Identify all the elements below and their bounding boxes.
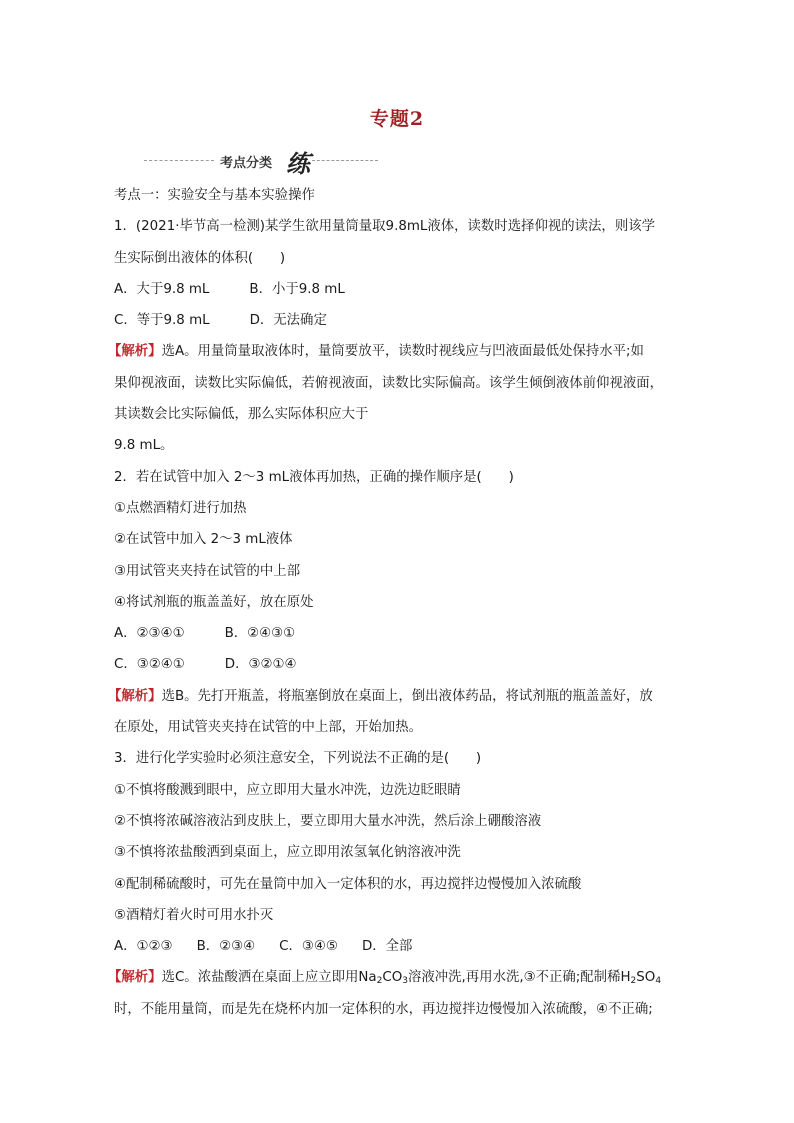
q3-subscript-1: 2	[376, 976, 383, 987]
q3-stem: 3．进行化学实验时必须注意安全，下列说法不正确的是( )	[114, 751, 482, 767]
document-body	[108, 180, 684, 1025]
banner-emphasis: 练	[286, 149, 310, 178]
q3-explanation-line1	[108, 962, 684, 993]
section-heading: 考点一：实验安全与基本实验操作	[114, 188, 315, 203]
page-title: 专题2	[369, 108, 425, 130]
q1-option-a: A．大于9.8 mL	[114, 281, 210, 297]
q1-stem-line2: 生实际倒出液体的体积( )	[114, 250, 286, 266]
q2-step4: ④将试剂瓶的瓶盖盖好，放在原处	[114, 594, 314, 610]
q2-step3: ③用试管夹夹持在试管的中上部	[114, 563, 301, 579]
q3-statement5: ⑤酒精灯着火时可用水扑灭	[114, 907, 274, 923]
q3-option-d: D．全部	[361, 939, 413, 955]
q2-step2: ②在试管中加入 2～3 mL液体	[114, 532, 293, 548]
q2-options-row1	[114, 618, 684, 649]
banner-label: 考点分类	[220, 156, 273, 171]
q3-option-a: A．①②③	[114, 939, 173, 955]
q2-stem: 2．若在试管中加入 2～3 mL液体再加热，正确的操作顺序是( )	[114, 469, 514, 485]
q1-explanation-line1	[108, 336, 684, 367]
q2-explanation-tag: 【解析】	[108, 688, 162, 704]
q1-option-d: D．无法确定	[249, 313, 327, 329]
q3-explanation-text1b: CO	[382, 970, 403, 986]
q3-options-row	[114, 931, 684, 962]
q2-options-row2	[114, 649, 684, 680]
q1-explanation-line2: 果仰视液面，读数比实际偏低，若俯视液面，读数比实际偏高。该学生倾倒液体前仰视液面，	[114, 375, 664, 391]
q1-options-row2	[114, 305, 684, 336]
q1-options-row1	[114, 274, 684, 305]
q2-option-d: D．③②①④	[224, 657, 297, 673]
q1-explanation-line3: 其读数会比实际偏低，那么实际体积应大于	[114, 407, 369, 423]
q2-option-c: C．③②④①	[114, 657, 185, 673]
q1-explanation-tag: 【解析】	[108, 344, 162, 360]
section-banner	[140, 146, 380, 178]
q3-statement2: ②不慎将浓碱溶液沾到皮肤上，要立即用大量水冲洗，然后涂上硼酸溶液	[114, 813, 542, 829]
q3-subscript-4: 4	[655, 976, 662, 987]
q1-explanation-text1: 选A。用量筒量取液体时，量筒要放平，读数时视线应与凹液面最低处保持水平;如	[161, 344, 644, 360]
q2-explanation-line2: 在原处，用试管夹夹持在试管的中上部，开始加热。	[114, 720, 422, 736]
q2-option-a: A．②③④①	[114, 626, 185, 642]
q2-option-b: B．②④③①	[224, 626, 296, 642]
q3-statement4: ④配制稀硫酸时，可先在量筒中加入一定体积的水，再边搅拌边慢慢加入浓硫酸	[114, 876, 582, 892]
q3-explanation-line2: 时，不能用量筒，而是先在烧杯内加一定体积的水，再边搅拌边慢慢加入浓硫酸，④不正确;	[114, 1001, 653, 1017]
q3-option-b: B．②③④	[196, 939, 256, 955]
q3-explanation-text1c: 溶液冲洗,再用水洗,③不正确;配制稀H	[407, 970, 631, 986]
q3-statement3: ③不慎将浓盐酸洒到桌面上，应立即用浓氢氧化钠溶液冲洗	[114, 845, 461, 861]
q3-explanation-tag: 【解析】	[108, 970, 162, 986]
q1-stem-line1: 1．(2021·毕节高一检测)某学生欲用量筒量取9.8mL液体，读数时选择仰视的读法，则该学	[114, 219, 655, 235]
q3-statement1: ①不慎将酸溅到眼中，应立即用大量水冲洗，边洗边眨眼睛	[114, 782, 461, 798]
q2-step1: ①点燃酒精灯进行加热	[114, 500, 247, 516]
q3-option-c: C．③④⑤	[279, 939, 338, 955]
q3-explanation-text1a: 选C。浓盐酸洒在桌面上应立即用Na	[161, 970, 377, 986]
q1-option-c: C．等于9.8 mL	[114, 313, 210, 329]
q2-explanation-line1	[108, 681, 684, 712]
banner-divider-left	[144, 160, 214, 161]
q3-subscript-3: 2	[630, 976, 637, 987]
q1-option-b: B．小于9.8 mL	[249, 281, 345, 297]
q2-explanation-text1: 选B。先打开瓶盖，将瓶塞倒放在桌面上，倒出液体药品，将试剂瓶的瓶盖盖好，放	[161, 688, 653, 704]
q3-subscript-2: 3	[402, 976, 408, 987]
banner-divider-right	[312, 160, 378, 161]
q3-explanation-text1d: SO	[636, 970, 656, 986]
q1-explanation-line4: 9.8 mL。	[114, 438, 174, 454]
